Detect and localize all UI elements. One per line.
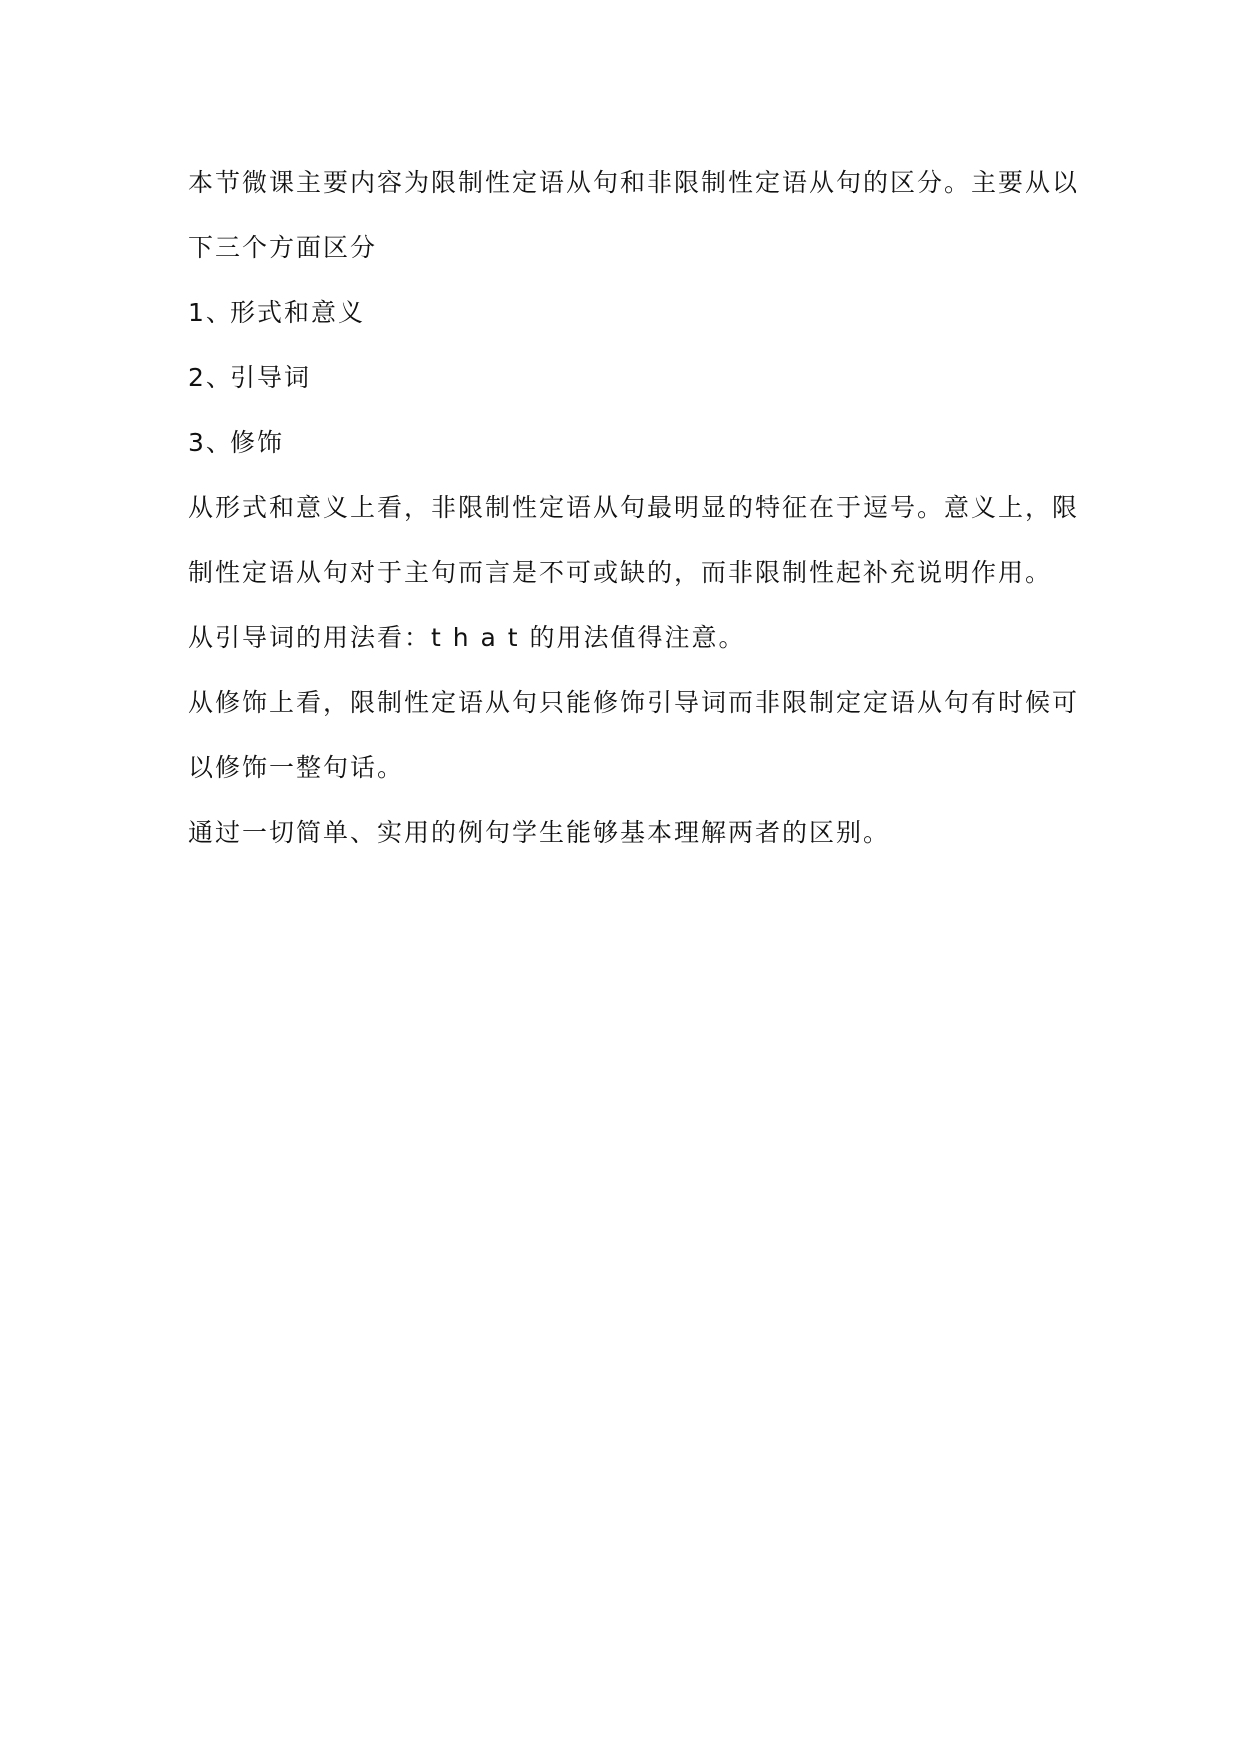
body-line-3: 从引导词的用法看：t h a t 的用法值得注意。	[188, 623, 746, 652]
list-item-1	[188, 293, 1068, 358]
list-number: 3、	[188, 428, 233, 457]
list-text: 引导词	[230, 363, 312, 392]
body-line-5: 以修饰一整句话。	[188, 753, 405, 782]
body-line-2: 制性定语从句对于主句而言是不可或缺的，而非限制性起补充说明作用。	[188, 558, 1053, 587]
list-text: 修饰	[230, 428, 285, 457]
document-body	[188, 163, 1080, 878]
list-item-2	[188, 358, 1068, 423]
body-line-1: 从形式和意义上看，非限制性定语从句最明显的特征在于逗号。意义上，限	[188, 493, 1080, 522]
body-line-6: 通过一切简单、实用的例句学生能够基本理解两者的区别。	[188, 818, 891, 847]
list-item-3	[188, 423, 1068, 488]
list-text: 形式和意义	[230, 298, 366, 327]
list-number: 2、	[188, 363, 233, 392]
intro-line-2: 下三个方面区分	[188, 233, 378, 262]
body-line-4: 从修饰上看，限制性定语从句只能修饰引导词而非限制定定语从句有时候可	[188, 688, 1080, 717]
intro-line-1: 本节微课主要内容为限制性定语从句和非限制性定语从句的区分。主要从以	[188, 168, 1080, 197]
list-number: 1、	[188, 298, 233, 327]
